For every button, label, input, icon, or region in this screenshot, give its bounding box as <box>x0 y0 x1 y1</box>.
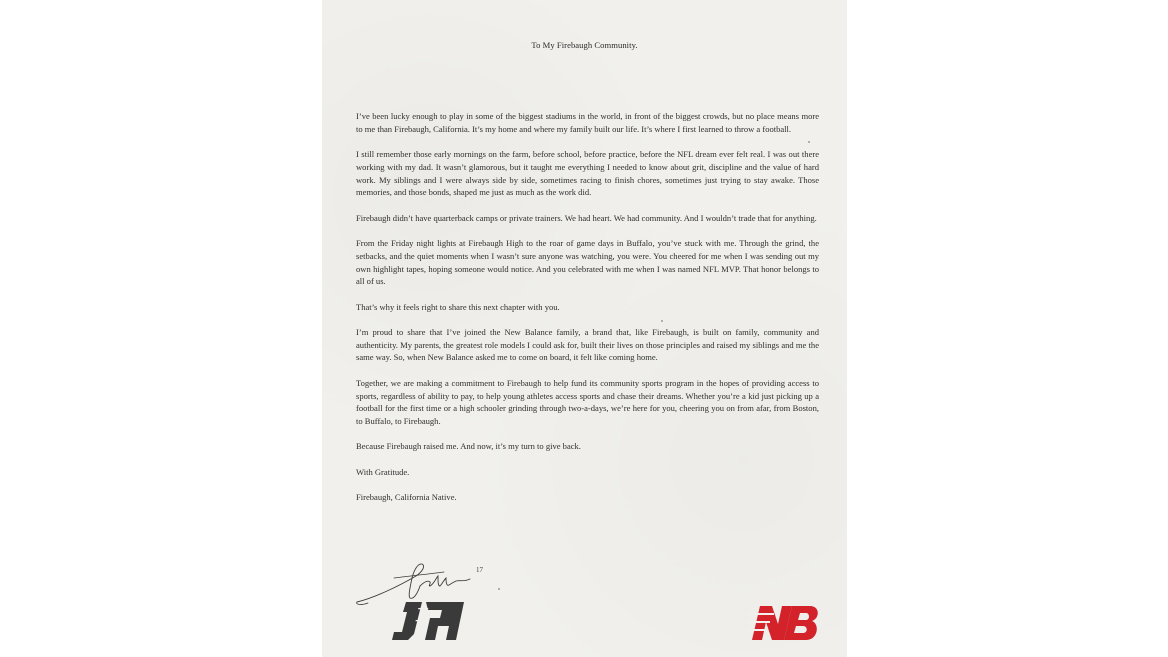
letter-paragraph: I’m proud to share that I’ve joined the New Balance family, a brand that, like Firebaugh, is built on family, community and authenticity. My parents, the greatest role models I could ask for, built their lives on those principles and raised my siblings and me the same way. So, when New Balance asked me to come on board, it felt like coming home. <box>356 326 819 363</box>
paper-speck <box>498 588 500 590</box>
letter-body <box>356 110 819 516</box>
letter-paragraph: Together, we are making a commitment to Firebaugh to help fund its community sports program in the hopes of providing access to sports, regardless of ability to pay, to help young athletes access sports and chase their dreams. Whether you’re a kid just picking up a football for the first time or a high schooler grinding through two-a-days, we’re here for you, cheering you on from afar, from Boston, to Buffalo, to Firebaugh. <box>356 377 819 427</box>
letter-paragraph: Because Firebaugh raised me. And now, it’s my turn to give back. <box>356 441 581 452</box>
paper-speck <box>661 320 663 322</box>
letter-paragraph: That’s why it feels right to share this next chapter with you. <box>356 301 560 312</box>
new-balance-logo <box>748 604 820 642</box>
letter-paragraph: I’ve been lucky enough to play in some of the biggest stadiums in the world, in front of the biggest crowds, but no place means more to me than Firebaugh, California. It’s my home and where my family built our life. It’s where I first learned to throw a football. <box>356 111 819 134</box>
letter-paper <box>322 0 847 657</box>
letter-salutation: To My Firebaugh Community. <box>531 40 638 50</box>
letter-paragraph: Firebaugh didn’t have quarterback camps or private trainers. We had heart. We had community. And I wouldn’t trade that for anything. <box>356 212 817 223</box>
signature-number: 17 <box>476 566 483 574</box>
letter-paragraph: I still remember those early mornings on the farm, before school, before practice, before the NFL dream ever felt real. I was out there working with my dad. It wasn’t glamorous, but it taught me everything I needed to know about grit, discipline and the value of hard work. My siblings and I were always side by side, sometimes racing to finish chores, sometimes just trying to stay awake. Those memories, and those bonds, shaped me just as much as the work did. <box>356 149 819 198</box>
letter-paragraph: From the Friday night lights at Firebaugh High to the roar of game days in Buffalo, you’ve stuck with me. Through the grind, the setbacks, and the quiet moments when I wasn’t sure anyone was watching, you were. You cheered for me when I was sending out my own highlight tapes, hoping someone would notice. And you celebrated with me when I was named NFL MVP. That honor belongs to all of us. <box>356 238 819 287</box>
letter-signoff: Firebaugh, California Native. <box>356 492 457 503</box>
letter-closing: With Gratitude. <box>356 466 410 477</box>
paper-speck <box>808 141 810 143</box>
ja-logo <box>390 600 468 642</box>
